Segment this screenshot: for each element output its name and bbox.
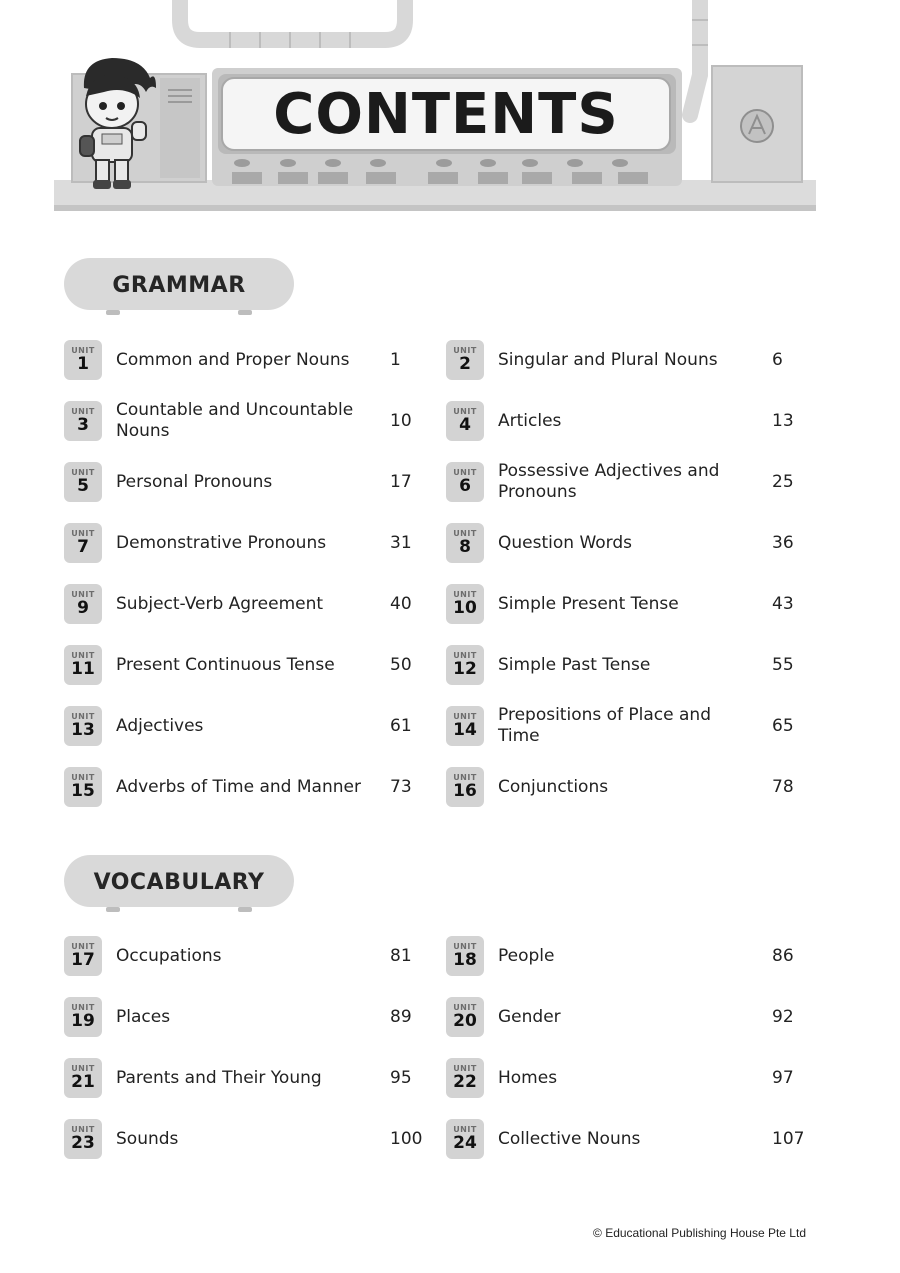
- entry-title-text: Gender: [498, 1006, 561, 1027]
- unit-word: UNIT: [71, 1064, 95, 1073]
- unit-number: 10: [453, 598, 477, 618]
- entry-title-text: Articles: [498, 410, 562, 431]
- unit-badge: [64, 645, 102, 685]
- entry-page-number: 97: [772, 1068, 794, 1088]
- entry-title-text: Places: [116, 1006, 171, 1027]
- entry-title: [498, 1058, 748, 1098]
- unit-badge: [64, 936, 102, 976]
- entry-page-number: 17: [390, 472, 412, 492]
- entry-title-text: Adjectives: [116, 715, 204, 736]
- unit-number: 19: [71, 1011, 95, 1031]
- unit-badge: [446, 462, 484, 502]
- entry-title: [498, 706, 748, 746]
- unit-word: UNIT: [453, 1003, 477, 1012]
- entry-page-number: 55: [772, 655, 794, 675]
- unit-word: UNIT: [453, 712, 477, 721]
- unit-badge: [446, 401, 484, 441]
- entry-title: [116, 706, 366, 746]
- entry-title: [498, 340, 748, 380]
- section-header-grammar: [64, 258, 294, 312]
- toc-entry[interactable]: [446, 767, 826, 811]
- toc-entry[interactable]: [64, 645, 444, 689]
- toc-entry[interactable]: [446, 645, 826, 689]
- unit-badge: [64, 523, 102, 563]
- entry-page-number: 10: [390, 411, 412, 431]
- section-label: VOCABULARY: [93, 869, 265, 895]
- entry-title: [498, 462, 748, 502]
- toc-entry[interactable]: [64, 706, 444, 750]
- entry-page-number: 13: [772, 411, 794, 431]
- unit-badge: [64, 462, 102, 502]
- toc-entry[interactable]: [446, 401, 826, 445]
- unit-badge: [64, 767, 102, 807]
- entry-page-number: 100: [390, 1129, 423, 1149]
- entry-title: [116, 1119, 366, 1159]
- unit-badge: [446, 706, 484, 746]
- entry-title: [116, 340, 366, 380]
- entry-page-number: 92: [772, 1007, 794, 1027]
- entry-title: [116, 1058, 366, 1098]
- entry-title: [116, 936, 366, 976]
- toc-entry[interactable]: [446, 584, 826, 628]
- entry-title: [498, 645, 748, 685]
- page-title: CONTENTS: [273, 81, 619, 147]
- toc-entry[interactable]: [446, 340, 826, 384]
- entry-page-number: 1: [390, 350, 401, 370]
- entry-title-text: Conjunctions: [498, 776, 609, 797]
- unit-word: UNIT: [453, 1125, 477, 1134]
- toc-entry[interactable]: [446, 523, 826, 567]
- entry-title: [116, 767, 366, 807]
- entry-title: [116, 584, 366, 624]
- entry-title-text: Demonstrative Pronouns: [116, 532, 327, 553]
- unit-word: UNIT: [71, 468, 95, 477]
- entry-title-text: Common and Proper Nouns: [116, 349, 350, 370]
- unit-word: UNIT: [453, 942, 477, 951]
- entry-page-number: 6: [772, 350, 783, 370]
- unit-number: 3: [77, 415, 89, 435]
- unit-word: UNIT: [71, 773, 95, 782]
- entry-title: [498, 401, 748, 441]
- entry-page-number: 25: [772, 472, 794, 492]
- toc-entry[interactable]: [446, 1058, 826, 1102]
- entry-page-number: 50: [390, 655, 412, 675]
- unit-badge: [64, 706, 102, 746]
- toc-entry[interactable]: [64, 767, 444, 811]
- unit-number: 6: [459, 476, 471, 496]
- unit-word: UNIT: [453, 590, 477, 599]
- unit-number: 22: [453, 1072, 477, 1092]
- toc-entry[interactable]: [446, 936, 826, 980]
- entry-title-text: Possessive Adjectives and Pronouns: [498, 461, 720, 502]
- unit-word: UNIT: [453, 651, 477, 660]
- entry-title-text: Personal Pronouns: [116, 471, 273, 492]
- unit-word: UNIT: [453, 468, 477, 477]
- entry-title-text: Countable and Uncountable Nouns: [116, 400, 354, 441]
- unit-badge: [446, 936, 484, 976]
- toc-entry[interactable]: [64, 462, 444, 506]
- toc-entry[interactable]: [64, 401, 444, 445]
- section-label: GRAMMAR: [112, 272, 246, 298]
- toc-entry[interactable]: [446, 1119, 826, 1163]
- entry-title: [498, 1119, 748, 1159]
- entry-page-number: 36: [772, 533, 794, 553]
- entry-title: [116, 401, 366, 441]
- entry-title-text: Parents and Their Young: [116, 1067, 322, 1088]
- unit-badge: [64, 1058, 102, 1098]
- unit-word: UNIT: [453, 529, 477, 538]
- toc-entry[interactable]: [446, 462, 826, 506]
- entry-title: [116, 997, 366, 1037]
- unit-number: 17: [71, 950, 95, 970]
- entry-page-number: 43: [772, 594, 794, 614]
- entry-page-number: 40: [390, 594, 412, 614]
- unit-word: UNIT: [71, 1125, 95, 1134]
- unit-number: 9: [77, 598, 89, 618]
- unit-word: UNIT: [71, 590, 95, 599]
- unit-number: 14: [453, 720, 477, 740]
- unit-word: UNIT: [71, 529, 95, 538]
- section-header-vocabulary: [64, 855, 294, 909]
- toc-entry[interactable]: [64, 936, 444, 980]
- unit-badge: [64, 340, 102, 380]
- unit-number: 23: [71, 1133, 95, 1153]
- toc-entry[interactable]: [64, 523, 444, 567]
- unit-number: 18: [453, 950, 477, 970]
- unit-number: 4: [459, 415, 471, 435]
- unit-badge: [446, 767, 484, 807]
- entry-title: [498, 936, 748, 976]
- unit-number: 7: [77, 537, 89, 557]
- unit-word: UNIT: [453, 773, 477, 782]
- unit-number: 11: [71, 659, 95, 679]
- unit-badge: [446, 523, 484, 563]
- unit-word: UNIT: [453, 407, 477, 416]
- entry-title: [498, 523, 748, 563]
- entry-title: [498, 767, 748, 807]
- entry-title-text: Adverbs of Time and Manner: [116, 776, 361, 797]
- unit-word: UNIT: [71, 942, 95, 951]
- entry-page-number: 78: [772, 777, 794, 797]
- unit-number: 1: [77, 354, 89, 374]
- entry-page-number: 89: [390, 1007, 412, 1027]
- unit-badge: [446, 584, 484, 624]
- unit-badge: [446, 1058, 484, 1098]
- entry-page-number: 61: [390, 716, 412, 736]
- unit-number: 16: [453, 781, 477, 801]
- unit-word: UNIT: [71, 407, 95, 416]
- entry-page-number: 95: [390, 1068, 412, 1088]
- entry-title-text: People: [498, 945, 555, 966]
- entry-title-text: Homes: [498, 1067, 558, 1088]
- unit-number: 8: [459, 537, 471, 557]
- unit-number: 15: [71, 781, 95, 801]
- entry-page-number: 107: [772, 1129, 805, 1149]
- entry-title-text: Singular and Plural Nouns: [498, 349, 718, 370]
- unit-word: UNIT: [71, 651, 95, 660]
- unit-number: 13: [71, 720, 95, 740]
- unit-badge: [64, 584, 102, 624]
- entry-page-number: 65: [772, 716, 794, 736]
- unit-number: 2: [459, 354, 471, 374]
- entry-title: [116, 462, 366, 502]
- toc-entry[interactable]: [64, 1058, 444, 1102]
- toc-entry[interactable]: [64, 997, 444, 1041]
- unit-number: 21: [71, 1072, 95, 1092]
- entry-title: [498, 584, 748, 624]
- entry-title: [498, 997, 748, 1037]
- entry-title-text: Prepositions of Place and Time: [498, 705, 711, 746]
- entry-title-text: Occupations: [116, 945, 222, 966]
- copyright-footer: © Educational Publishing House Pte Ltd: [593, 1226, 806, 1240]
- toc-entry[interactable]: [446, 706, 826, 750]
- entry-title: [116, 523, 366, 563]
- unit-word: UNIT: [453, 346, 477, 355]
- contents-header: [0, 0, 900, 220]
- entry-page-number: 31: [390, 533, 412, 553]
- unit-badge: [446, 997, 484, 1037]
- toc-entry[interactable]: [446, 997, 826, 1041]
- unit-number: 24: [453, 1133, 477, 1153]
- unit-word: UNIT: [453, 1064, 477, 1073]
- entry-title-text: Simple Past Tense: [498, 654, 651, 675]
- unit-badge: [64, 997, 102, 1037]
- unit-badge: [446, 1119, 484, 1159]
- entry-title-text: Collective Nouns: [498, 1128, 641, 1149]
- unit-word: UNIT: [71, 346, 95, 355]
- entry-page-number: 81: [390, 946, 412, 966]
- entry-title-text: Subject-Verb Agreement: [116, 593, 324, 614]
- unit-badge: [64, 401, 102, 441]
- entry-title-text: Present Continuous Tense: [116, 654, 335, 675]
- unit-badge: [446, 340, 484, 380]
- entry-page-number: 73: [390, 777, 412, 797]
- entry-title-text: Question Words: [498, 532, 632, 553]
- entry-page-number: 86: [772, 946, 794, 966]
- entry-title-text: Simple Present Tense: [498, 593, 679, 614]
- unit-number: 12: [453, 659, 477, 679]
- unit-badge: [64, 1119, 102, 1159]
- unit-word: UNIT: [71, 1003, 95, 1012]
- unit-number: 5: [77, 476, 89, 496]
- entry-title: [116, 645, 366, 685]
- entry-title-text: Sounds: [116, 1128, 179, 1149]
- unit-word: UNIT: [71, 712, 95, 721]
- toc-entry[interactable]: [64, 340, 444, 384]
- toc-entry[interactable]: [64, 1119, 444, 1163]
- unit-number: 20: [453, 1011, 477, 1031]
- unit-badge: [446, 645, 484, 685]
- toc-entry[interactable]: [64, 584, 444, 628]
